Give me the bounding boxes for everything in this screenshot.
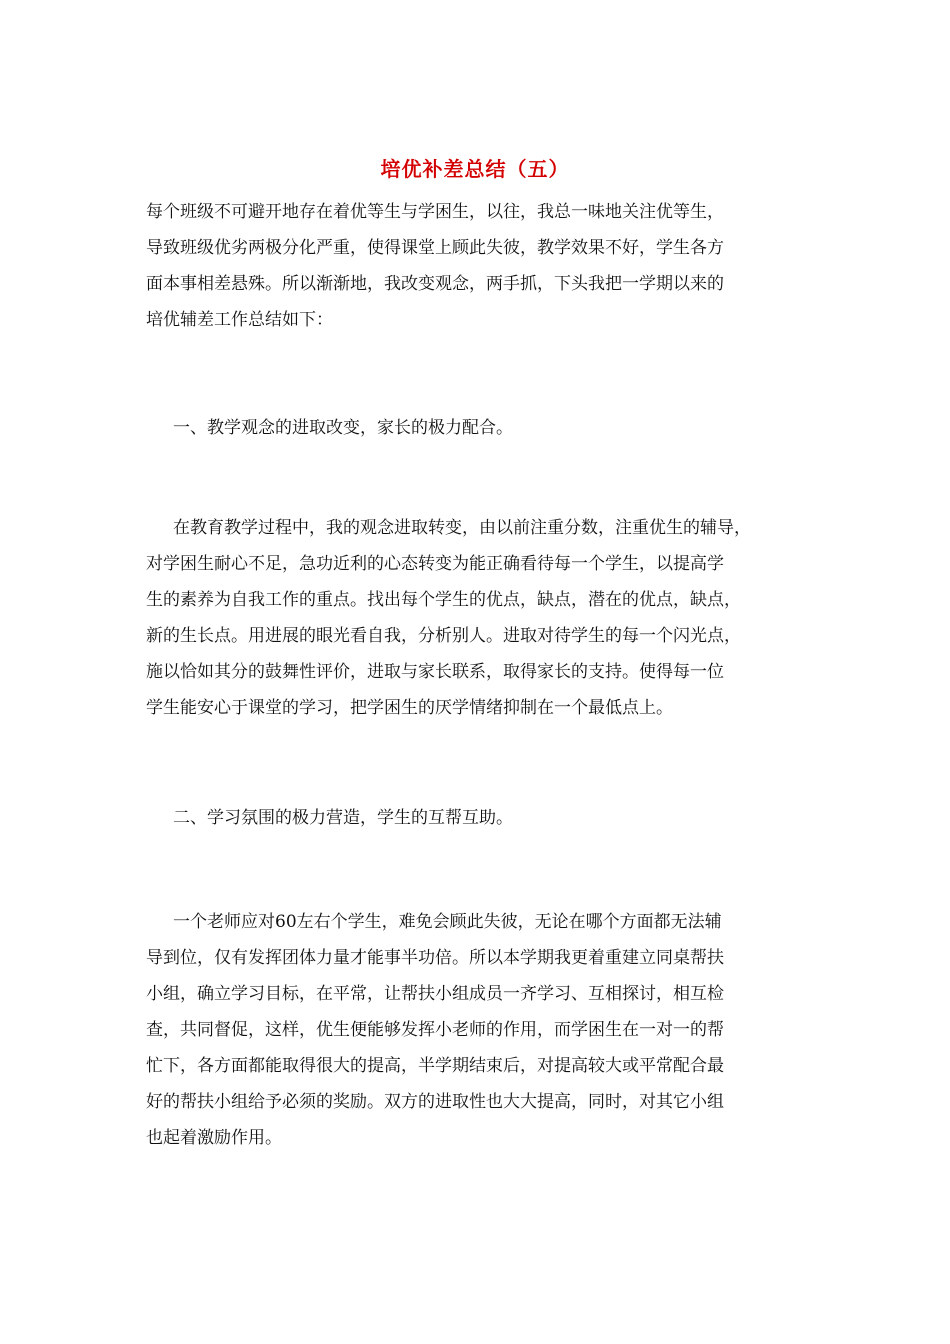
section1-paragraph [146,510,806,726]
intro-line: 培优辅差工作总结如下： [146,310,333,330]
intro-line: 面本事相差悬殊。所以渐渐地，我改变观念，两手抓，下头我把一学期以来的 [146,274,724,294]
section2-heading-block [146,800,806,836]
section2-line: 忙下，各方面都能取得很大的提高，半学期结束后，对提高较大或平常配合最 [146,1056,724,1076]
section2-line: 好的帮扶小组给予必须的奖励。双方的进取性也大大提高，同时，对其它小组 [146,1092,724,1112]
section1-heading: 一、教学观念的进取改变，家长的极力配合。 [173,418,513,438]
section2-heading: 二、学习氛围的极力营造，学生的互帮互助。 [173,808,513,828]
section2-paragraph [146,904,806,1156]
section2-line: 小组，确立学习目标，在平常，让帮扶小组成员一齐学习、互相探讨，相互检 [146,984,724,1004]
section1-heading-block [146,410,806,446]
section1-line: 新的生长点。用进展的眼光看自我，分析别人。进取对待学生的每一个闪光点， [146,626,741,646]
section1-line: 学生能安心于课堂的学习，把学困生的厌学情绪抑制在一个最低点上。 [146,698,673,718]
section2-line: 一个老师应对60左右个学生，难免会顾此失彼，无论在哪个方面都无法辅 [173,912,722,932]
section2-line: 查，共同督促，这样，优生便能够发挥小老师的作用，而学困生在一对一的帮 [146,1020,724,1040]
section2-line: 也起着激励作用。 [146,1128,282,1148]
intro-paragraph [146,194,806,338]
intro-line: 每个班级不可避开地存在着优等生与学困生，以往，我总一味地关注优等生， [146,202,724,222]
section1-line: 施以恰如其分的鼓舞性评价，进取与家长联系，取得家长的支持。使得每一位 [146,662,724,682]
document-title: 培优补差总结（五） [380,157,570,181]
section2-line: 导到位，仅有发挥团体力量才能事半功倍。所以本学期我更着重建立同桌帮扶 [146,948,724,968]
intro-line: 导致班级优劣两极分化严重，使得课堂上顾此失彼，教学效果不好，学生各方 [146,238,724,258]
section1-line: 对学困生耐心不足，急功近利的心态转变为能正确看待每一个学生，以提高学 [146,554,724,574]
section1-line: 在教育教学过程中，我的观念进取转变，由以前注重分数，注重优生的辅导， [173,518,751,538]
section1-line: 生的素养为自我工作的重点。找出每个学生的优点，缺点，潜在的优点，缺点， [146,590,741,610]
